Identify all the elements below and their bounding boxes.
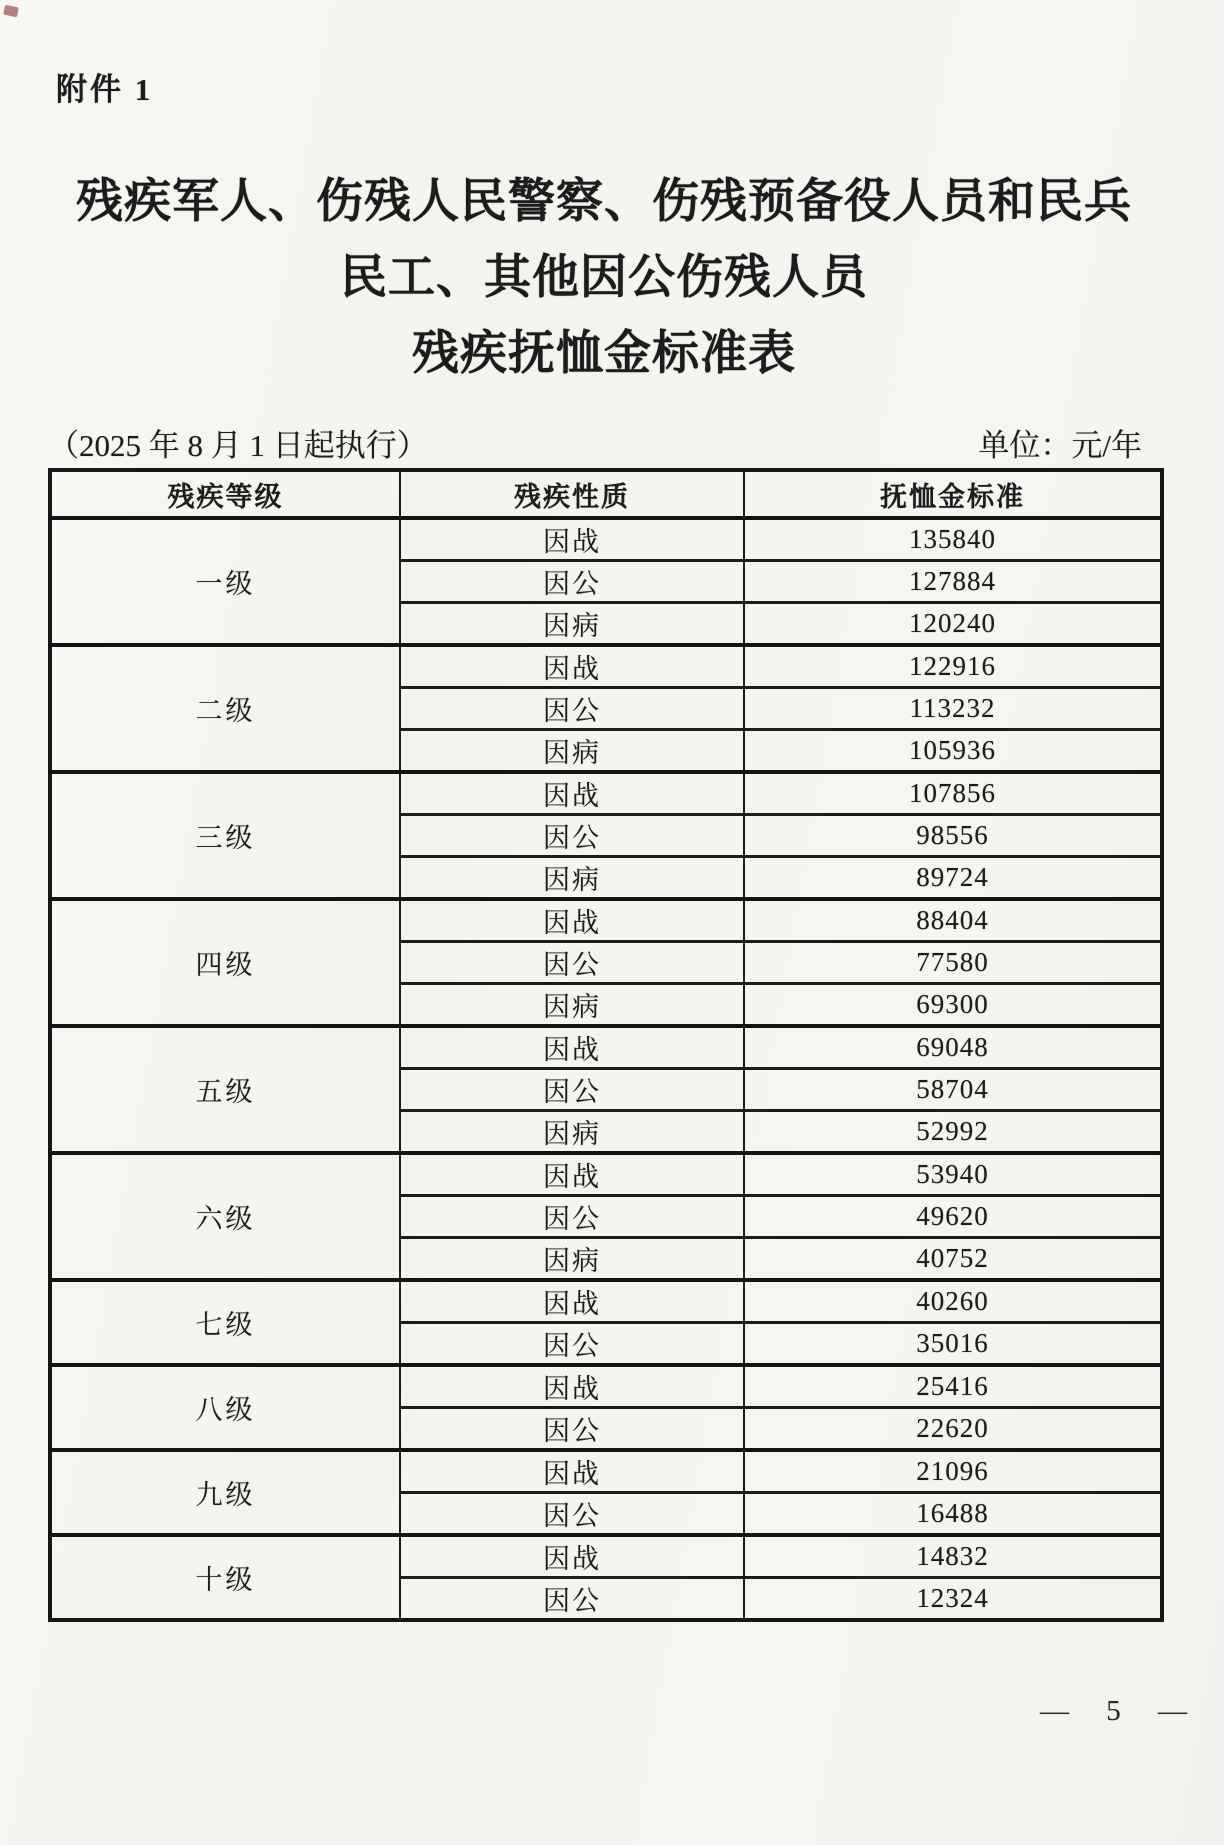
level-cell: 五级	[50, 1026, 400, 1153]
amount-cell: 49620	[744, 1196, 1162, 1238]
level-group	[50, 1365, 1162, 1450]
table-row	[50, 518, 1162, 561]
nature-cell: 因病	[400, 1238, 744, 1281]
amount-cell: 35016	[744, 1323, 1162, 1366]
document-title	[48, 164, 1160, 392]
amount-cell: 88404	[744, 899, 1162, 942]
level-cell: 七级	[50, 1280, 400, 1365]
nature-cell: 因战	[400, 899, 744, 942]
amount-cell: 22620	[744, 1408, 1162, 1451]
amount-cell: 58704	[744, 1069, 1162, 1111]
level-cell: 九级	[50, 1450, 400, 1535]
amount-cell: 40752	[744, 1238, 1162, 1281]
nature-cell: 因病	[400, 1111, 744, 1154]
header-nature: 残疾性质	[400, 470, 744, 518]
table-head	[50, 470, 1162, 518]
nature-cell: 因战	[400, 518, 744, 561]
amount-cell: 127884	[744, 561, 1162, 603]
meta-row	[48, 420, 1160, 465]
amount-cell: 12324	[744, 1578, 1162, 1621]
level-cell: 六级	[50, 1153, 400, 1280]
level-group	[50, 1535, 1162, 1620]
nature-cell: 因病	[400, 857, 744, 900]
level-cell: 一级	[50, 518, 400, 645]
table-row	[50, 1535, 1162, 1578]
table-row	[50, 645, 1162, 688]
table-row	[50, 1026, 1162, 1069]
level-cell: 八级	[50, 1365, 400, 1450]
attachment-label: 附件 1	[56, 72, 154, 107]
level-cell: 三级	[50, 772, 400, 899]
level-cell: 十级	[50, 1535, 400, 1620]
page-number: — 5 —	[1040, 1695, 1189, 1727]
nature-cell: 因战	[400, 1153, 744, 1196]
amount-cell: 40260	[744, 1280, 1162, 1323]
level-group	[50, 772, 1162, 899]
level-group	[50, 1450, 1162, 1535]
nature-cell: 因战	[400, 1026, 744, 1069]
level-group	[50, 1026, 1162, 1153]
amount-cell: 25416	[744, 1365, 1162, 1408]
nature-cell: 因病	[400, 984, 744, 1027]
nature-cell: 因公	[400, 1578, 744, 1621]
amount-cell: 14832	[744, 1535, 1162, 1578]
nature-cell: 因公	[400, 561, 744, 603]
title-line-3: 残疾抚恤金标准表	[412, 328, 796, 380]
nature-cell: 因公	[400, 815, 744, 857]
amount-cell: 122916	[744, 645, 1162, 688]
unit-label: 单位：元/年	[978, 428, 1142, 463]
amount-cell: 69048	[744, 1026, 1162, 1069]
nature-cell: 因病	[400, 603, 744, 646]
table-row	[50, 1450, 1162, 1493]
nature-cell: 因战	[400, 772, 744, 815]
level-cell: 二级	[50, 645, 400, 772]
nature-cell: 因战	[400, 1535, 744, 1578]
amount-cell: 69300	[744, 984, 1162, 1027]
table-row	[50, 1153, 1162, 1196]
nature-cell: 因公	[400, 1408, 744, 1451]
table-row	[50, 1280, 1162, 1323]
level-group	[50, 1280, 1162, 1365]
amount-cell: 107856	[744, 772, 1162, 815]
level-group	[50, 518, 1162, 645]
table-row	[50, 772, 1162, 815]
nature-cell: 因公	[400, 942, 744, 984]
pension-table	[48, 468, 1164, 1622]
amount-cell: 16488	[744, 1493, 1162, 1536]
amount-cell: 53940	[744, 1153, 1162, 1196]
nature-cell: 因公	[400, 1493, 744, 1536]
amount-cell: 98556	[744, 815, 1162, 857]
scan-artifact	[3, 5, 19, 18]
effective-date: （2025 年 8 月 1 日起执行）	[48, 428, 428, 463]
amount-cell: 21096	[744, 1450, 1162, 1493]
level-group	[50, 645, 1162, 772]
header-amount: 抚恤金标准	[744, 470, 1162, 518]
nature-cell: 因病	[400, 730, 744, 773]
amount-cell: 135840	[744, 518, 1162, 561]
level-cell: 四级	[50, 899, 400, 1026]
nature-cell: 因战	[400, 1365, 744, 1408]
amount-cell: 77580	[744, 942, 1162, 984]
amount-cell: 52992	[744, 1111, 1162, 1154]
table-header-row	[50, 470, 1162, 518]
nature-cell: 因战	[400, 1280, 744, 1323]
nature-cell: 因公	[400, 688, 744, 730]
level-group	[50, 899, 1162, 1026]
amount-cell: 113232	[744, 688, 1162, 730]
title-line-1: 残疾军人、伤残人民警察、伤残预备役人员和民兵	[76, 176, 1132, 228]
amount-cell: 120240	[744, 603, 1162, 646]
nature-cell: 因战	[400, 645, 744, 688]
nature-cell: 因战	[400, 1450, 744, 1493]
nature-cell: 因公	[400, 1069, 744, 1111]
amount-cell: 105936	[744, 730, 1162, 773]
header-level: 残疾等级	[50, 470, 400, 518]
table-row	[50, 1365, 1162, 1408]
level-group	[50, 1153, 1162, 1280]
table-row	[50, 899, 1162, 942]
nature-cell: 因公	[400, 1196, 744, 1238]
amount-cell: 89724	[744, 857, 1162, 900]
title-line-2: 民工、其他因公伤残人员	[340, 252, 868, 304]
nature-cell: 因公	[400, 1323, 744, 1366]
